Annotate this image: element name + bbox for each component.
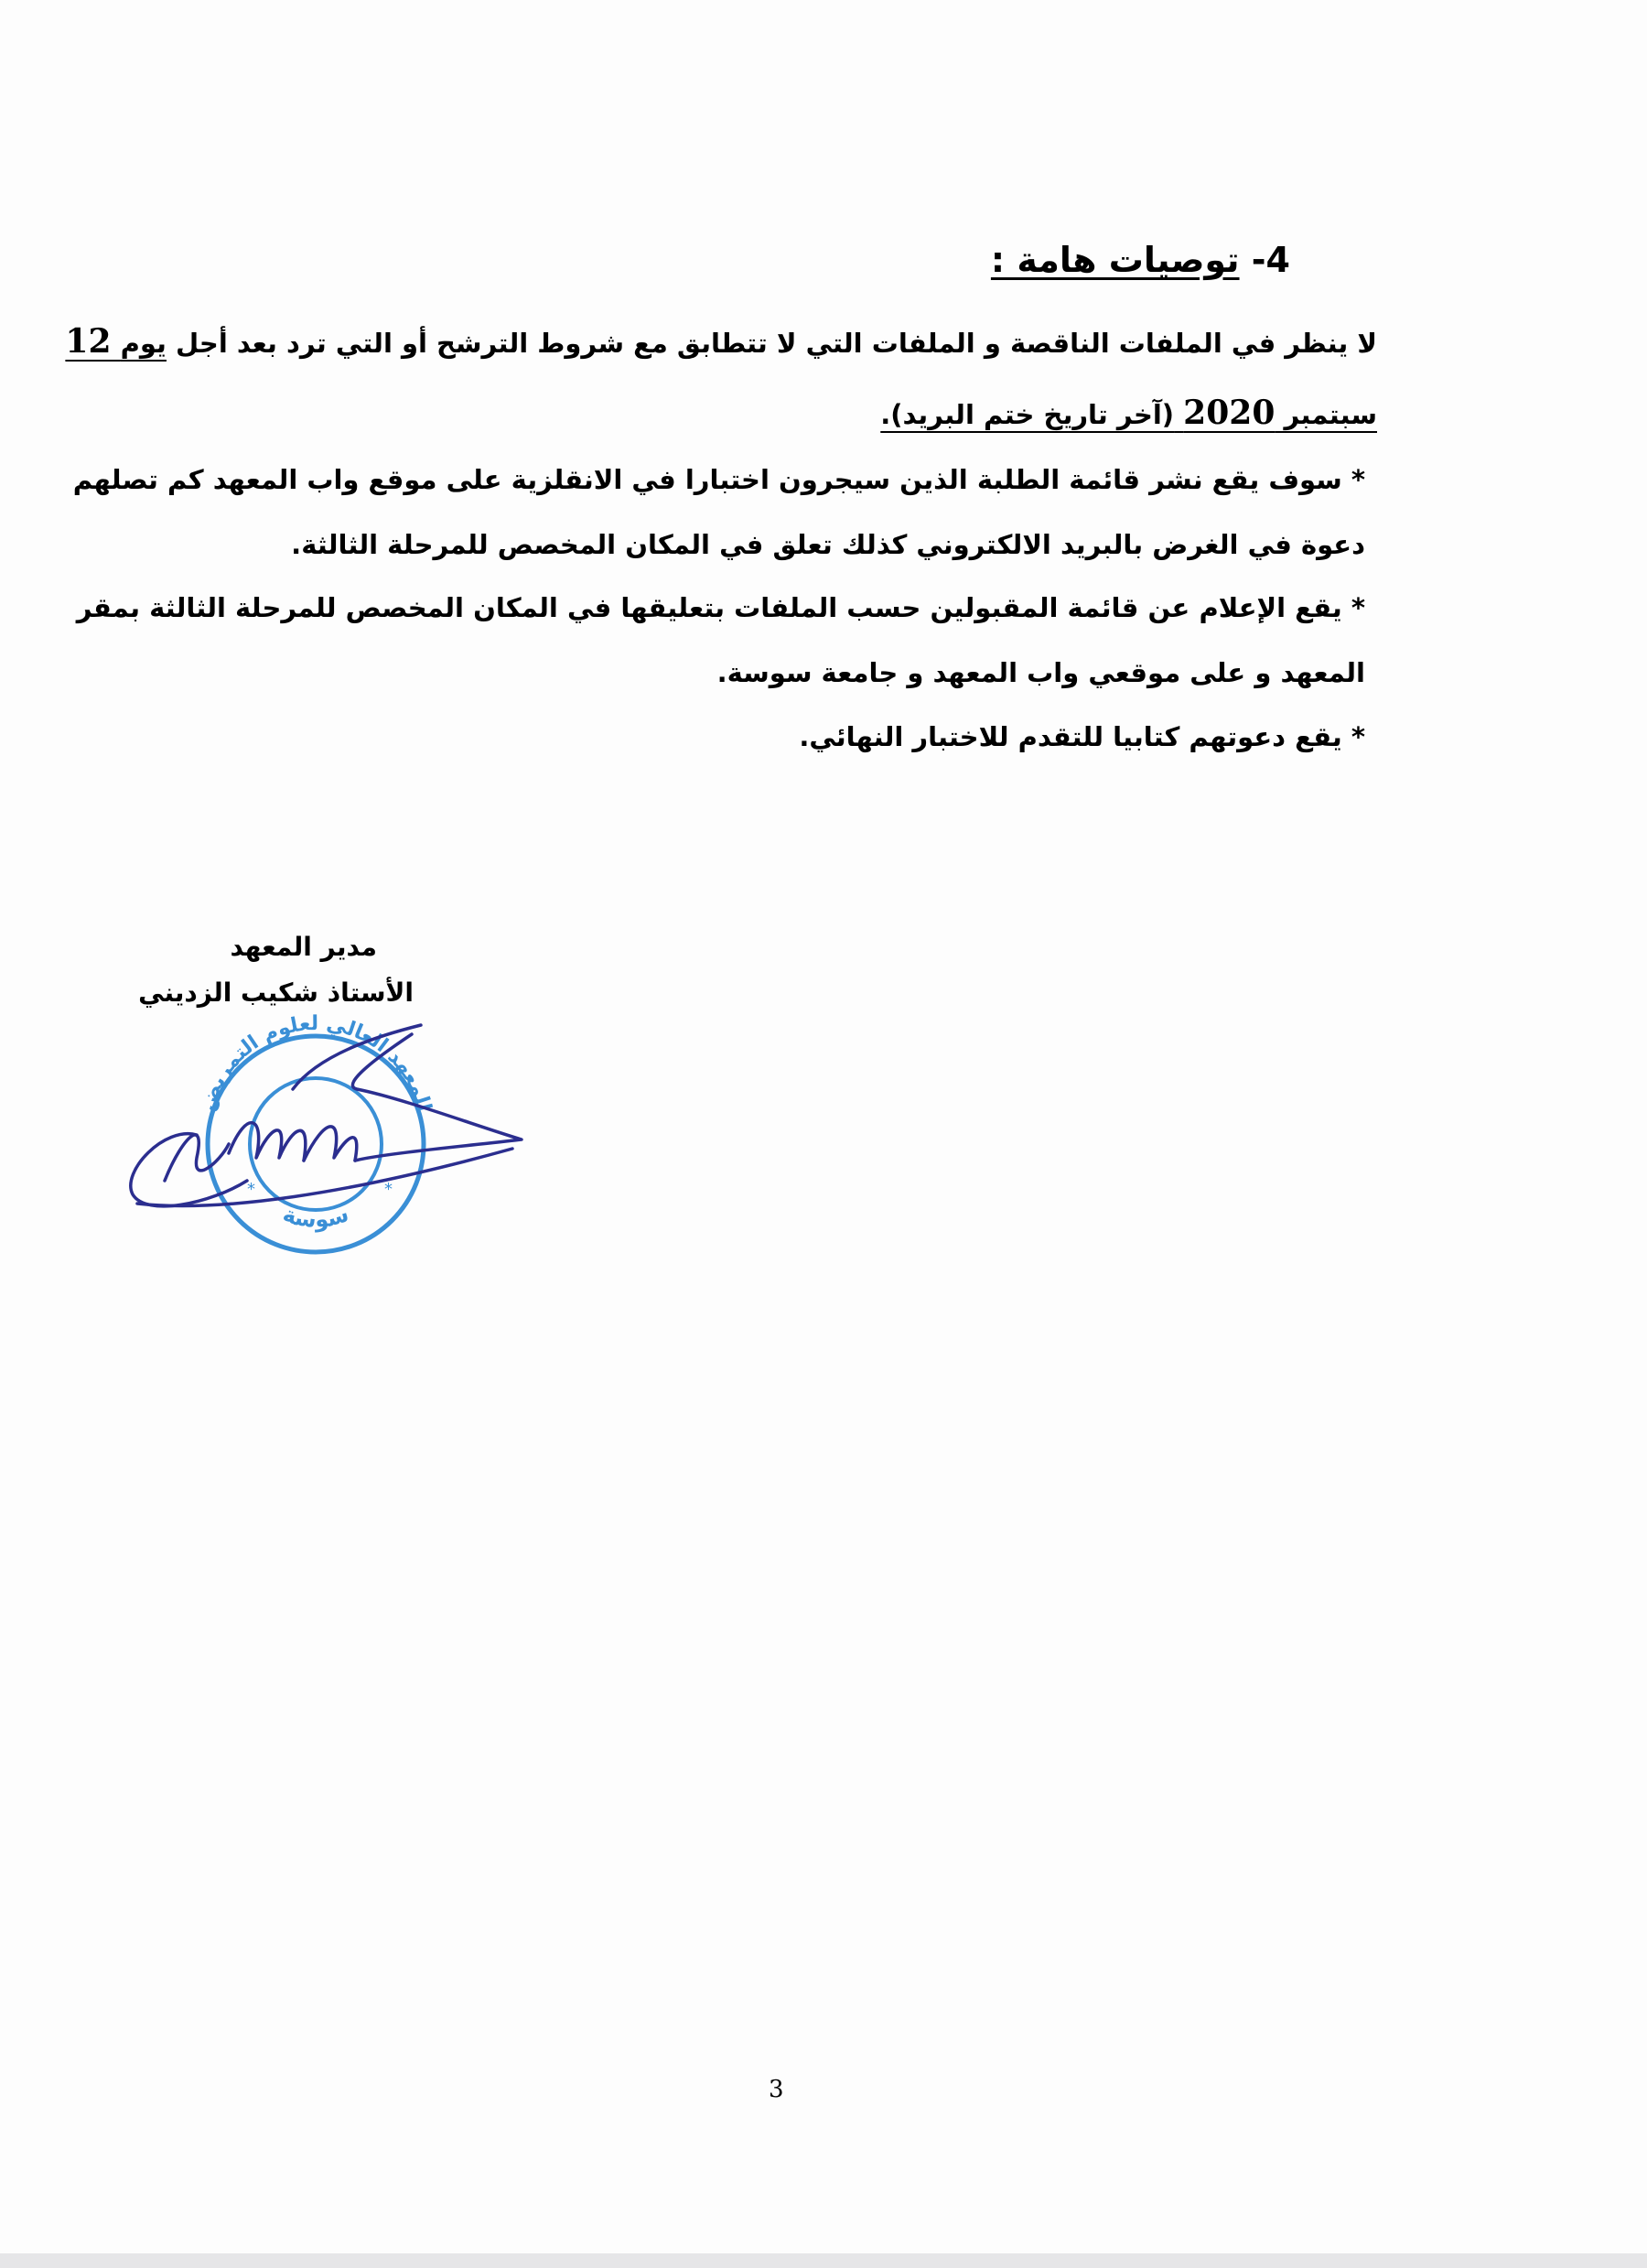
stamp-star-left: * — [247, 1180, 255, 1199]
paragraph-2-line-1: * سوف يقع نشر قائمة الطلبة الذين سيجرون اختبارا في الانقلزية على موقع واب المعهد كم تصلهم — [72, 464, 1365, 495]
section-number: 4- — [1251, 240, 1290, 280]
stamp-star-right: * — [384, 1180, 393, 1199]
paragraph-3-line-2: المعهد و على موقعي واب المعهد و جامعة سوسة. — [716, 657, 1365, 688]
signatory-name: الأستاذ شكيب الزديني — [138, 977, 414, 1008]
paragraph-1-day: يوم 12 — [65, 322, 167, 361]
paragraph-1-line-2 — [880, 394, 1377, 432]
signatory-role: مدير المعهد — [230, 932, 377, 962]
paragraph-1-line-1 — [65, 322, 1377, 361]
stamp-text-bottom: سوسة — [279, 1200, 352, 1234]
handwritten-signature — [131, 1025, 522, 1206]
scan-bottom-edge — [0, 2253, 1647, 2268]
paragraph-2-line-2: دعوة في الغرض بالبريد الالكتروني كذلك تعلق في المكان المخصص للمرحلة الثالثة. — [291, 529, 1365, 560]
paragraph-1-note: (آخر تاريخ ختم البريد). — [880, 399, 1175, 430]
stamp-text-top: المعهد العالي لعلوم التمريض — [195, 1012, 436, 1115]
paragraph-4-line-1: * يقع دعوتهم كتابيا للتقدم للاختبار النهائي. — [799, 721, 1365, 752]
paragraph-1-year: 2020 — [1183, 394, 1276, 432]
paragraph-1-text: لا ينظر في الملفات الناقصة و الملفات التي لا تتطابق مع شروط الترشح أو التي ترد بعد أجل — [176, 328, 1377, 359]
paragraph-3-line-1: * يقع الإعلام عن قائمة المقبولين حسب الملفات بتعليقها في المكان المخصص للمرحلة الثالثة بمقر — [76, 592, 1365, 623]
page-number: 3 — [769, 2076, 784, 2103]
section-heading — [991, 240, 1290, 280]
section-title: توصيات هامة : — [990, 240, 1240, 280]
official-stamp-and-signature — [110, 998, 540, 1272]
paragraph-1-month: سبتمبر — [1284, 399, 1377, 430]
